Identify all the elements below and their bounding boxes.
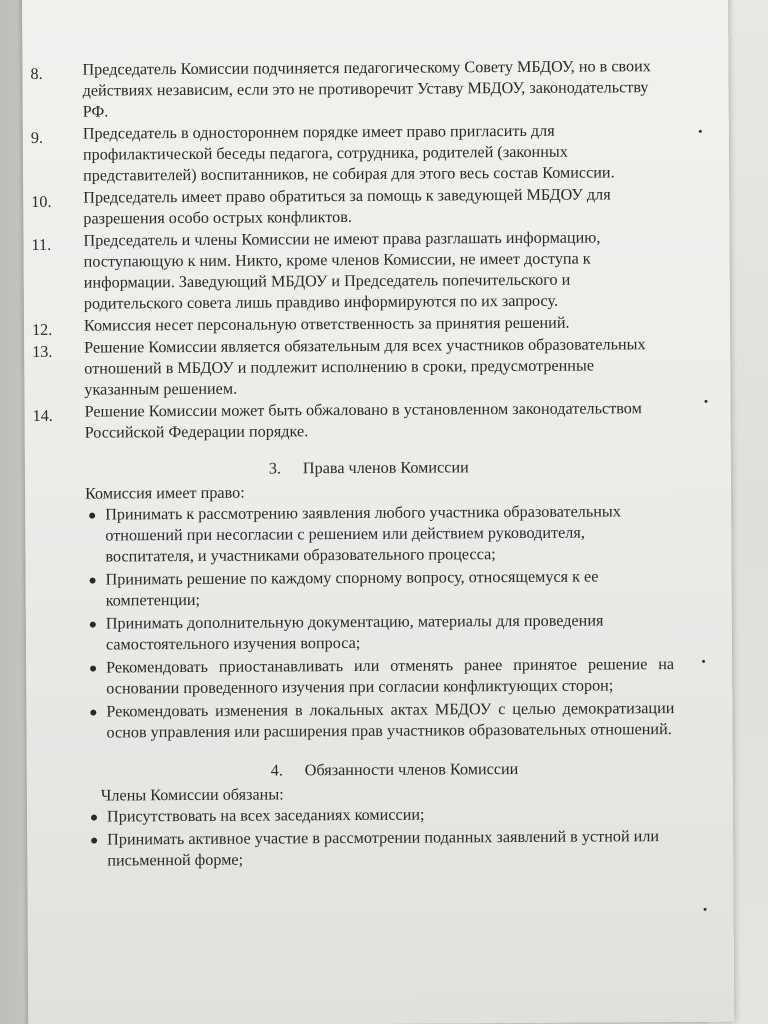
item-number: 10. (31, 192, 52, 211)
list-item (31, 184, 671, 230)
bullet-item: Принимать к рассмотрению заявления любого участника образовательных отношений при несогласии с решением или действием руководителя, воспитателя, и участниками образовательного процесса; (33, 501, 673, 568)
list-item (30, 56, 670, 123)
document-text (30, 56, 675, 874)
list-item (32, 312, 672, 337)
section-3-heading (33, 456, 673, 481)
section-number: 3. (268, 459, 282, 478)
section-title: Обязанности членов Комиссии (304, 759, 519, 780)
section-4-heading (35, 758, 675, 783)
paper-speck (702, 660, 705, 663)
item-number: 11. (31, 235, 52, 254)
item-number: 9. (30, 128, 44, 147)
item-number: 14. (32, 406, 53, 425)
bullet-item: Рекомендовать изменения в локальных актах МБДОУ с целью демократизации основ управления или расширения прав участников образовательных отношений. (34, 698, 674, 744)
bullet-item: Принимать дополнительную документацию, материалы для проведения самостоятельного изучения вопроса; (34, 610, 674, 656)
item-number: 13. (32, 342, 53, 361)
bullet-item: Принимать решение по каждому спорному вопросу, относящемуся к ее компетенции; (34, 566, 674, 612)
item-text: Решение Комиссии может быть обжаловано в установленном законодательством Российской Федерации порядке. (84, 399, 642, 442)
section-3-bullets (33, 501, 674, 744)
item-text: Председатель в одностороннем порядке имеет право пригласить для профилактической беседы педагога, сотрудника, родителей (законных представителей) воспитанников, не собирая для этого весь состав Комиссии. (82, 121, 615, 185)
item-number: 12. (31, 320, 53, 339)
item-text: Решение Комиссии является обязательным для всех участников образовательных отношений в МБДОУ и подлежит исполнению в сроки, предусмотренные указанным решением. (84, 335, 646, 399)
list-item (32, 398, 672, 444)
paper-speck (704, 400, 707, 403)
list-item (31, 227, 672, 315)
item-text: Комиссия несет персональную ответственность за принятия решений. (83, 313, 570, 335)
item-text: Председатель и члены Комиссии не имеют права разглашать информацию, поступающую к ним. Никто, кроме членов Комиссии, не имеет доступа к информации. Заведующий МБДОУ и Председатель попечительского и родительского совета лишь правдиво информируются по их запросу. (83, 228, 601, 313)
section-3-intro: Комиссия имеет право: (84, 483, 245, 503)
item-text: Председатель Комиссии подчиняется педагогическому Совету МБДОУ, но в своих действиях независим, если это не противоречит Уставу МБДОУ, законодательству РФ. (82, 57, 651, 121)
bullet-item: Принимать активное участие в рассмотрении поданных заявлений в устной или письменной форме; (35, 826, 675, 872)
bullet-item: Рекомендовать приостанавливать или отменять ранее принятое решение на основании проведенного изучения при согласии конфликтующих сторон; (34, 654, 674, 700)
paper-speck (704, 908, 707, 911)
section-number: 4. (270, 761, 283, 780)
section-title: Права членов Комиссии (302, 458, 469, 478)
list-item (31, 120, 671, 187)
item-text: Председатель имеет право обратиться за помощь к заведующей МБДОУ для разрешения особо острых конфликтов. (83, 185, 611, 228)
bullet-item: Присутствовать на всех заседаниях комиссии; (35, 803, 675, 828)
list-item (32, 334, 672, 401)
item-number: 8. (30, 64, 43, 83)
section-4-intro: Члены Комиссии обязаны: (100, 785, 284, 805)
paper-speck (699, 130, 702, 133)
document-page (22, 0, 734, 1024)
section-4-bullets (35, 803, 675, 872)
